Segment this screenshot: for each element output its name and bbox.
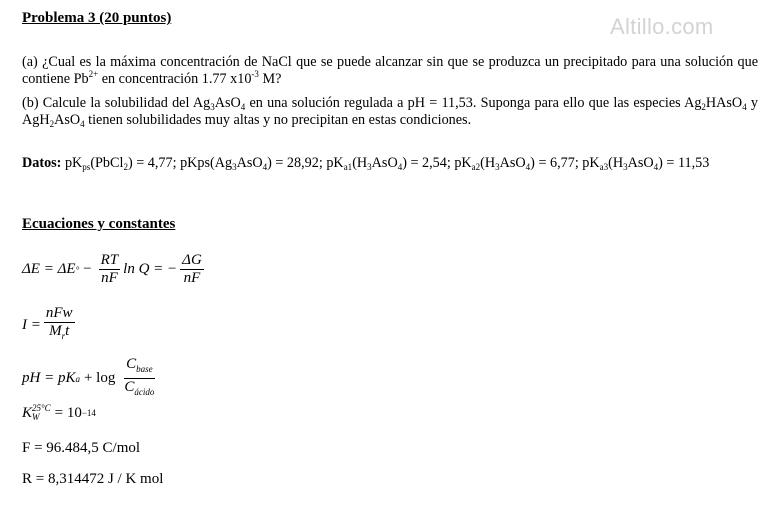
gas-constant: R = 8,314472 J / K mol	[22, 471, 164, 487]
fraction-nfw-mrt: $\frac{\text{nFw}}{M_rt}$	[45, 305, 73, 341]
problem-title: Problema 3 (20 puntos)	[22, 10, 172, 26]
current-equation: I = $\frac{\text{nFw}}{M_rt}$	[22, 305, 78, 345]
fraction-rt-nf: $\frac{RT}{nF}$	[100, 252, 119, 286]
equations-section-title: Ecuaciones y constantes	[22, 216, 176, 232]
kw-constant: K 25°C W = 10 −14	[22, 403, 96, 422]
nernst-equation: ΔE = ΔE ° − $\frac{RT}{nF}$ ln Q = − $\frac{\Delta G}{nF}$	[22, 252, 202, 286]
fraction-cbase-cacido: $\frac{C_{base}}{C_{ácido}}$	[124, 356, 155, 397]
henderson-equation: pH = pK a + log $\frac{C_{base}}{C_{ácido}}$	[22, 356, 159, 401]
faraday-constant: F = 96.484,5 C/mol	[22, 440, 141, 456]
part-a-text: (a) ¿Cual es la máxima concentración de NaCl que se puede alcanzar sin que se produzca un precipitado para una solución que contiene $Pb^{2+}$ en concentración 1.77 $x10^{-3}$ M?	[22, 54, 758, 87]
fraction-dg-nf: $\frac{\Delta G}{nF}$	[182, 252, 202, 286]
watermark-logo: Altillo.com	[610, 14, 714, 39]
datos-text: Datos: $pK_{ps}(PbCl_2) = 4,77$; $pKps(Ag_3AsO_4) = 28,92$; $pK_{a1}(H_3AsO_4) = 2,54$; $pK_{a2}(H_3AsO_4) = 6,77$; $pK_{a3}(H_3AsO_4) = 11,53$	[22, 155, 710, 172]
part-b-text: (b) Calcule la solubilidad del $Ag_3AsO_4$ en una solución regulada a pH = 11,53. Suponga para ello que las especies $Ag_2HAsO_4$ y AgH$_2$AsO$_4$ tienen solubilidades muy altas y no precipitan en estas condiciones.	[22, 95, 759, 129]
